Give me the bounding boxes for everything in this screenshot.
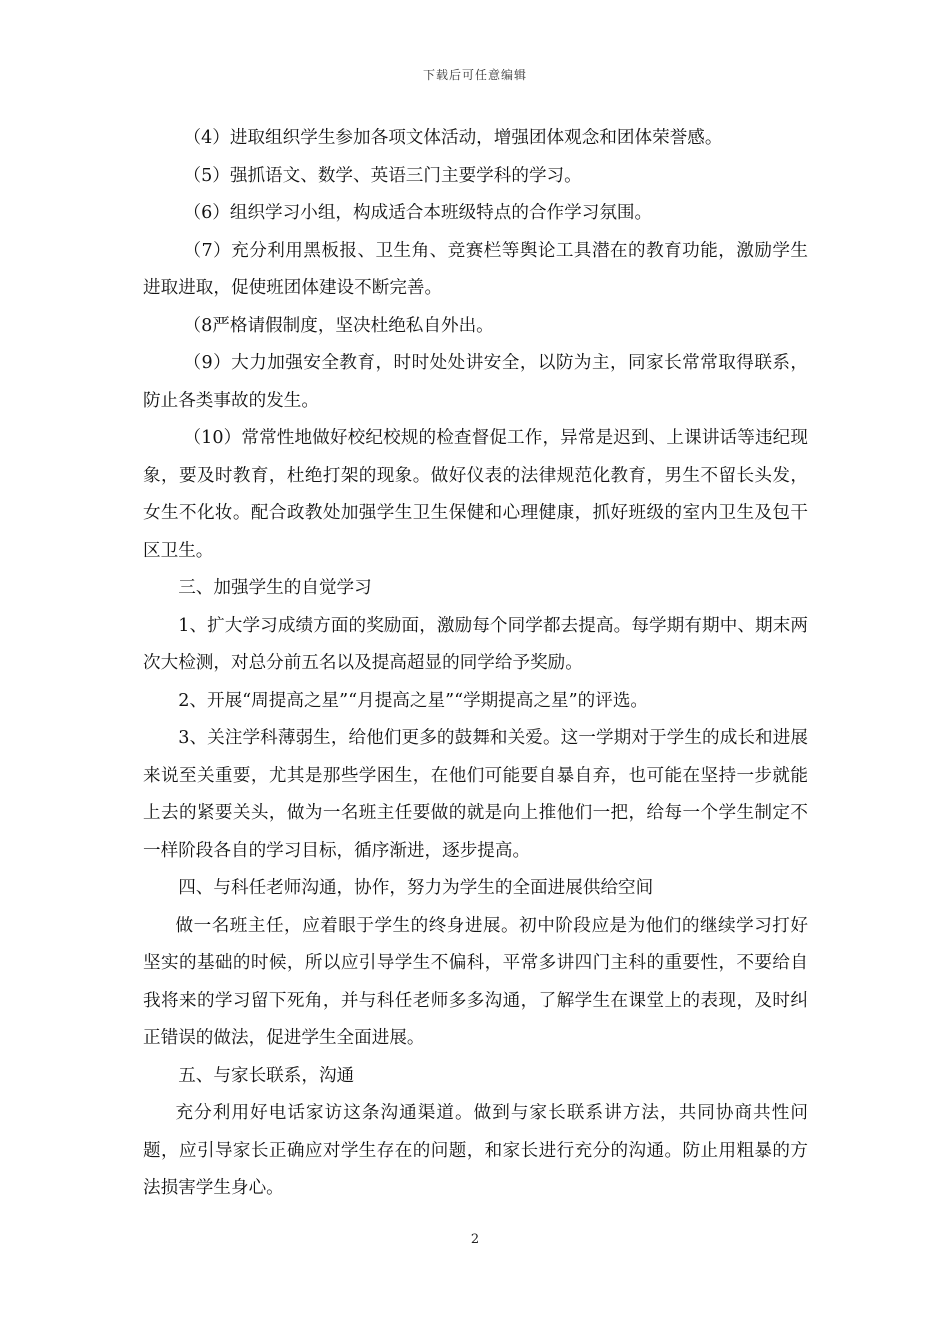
paragraph-point-2: 2、开展“周提高之星”“月提高之星”“学期提高之星”的评选。 — [178, 690, 649, 711]
paragraph-item-10: （10）常常性地做好校纪校规的检查督促工作，异常是迟到、上课讲话等违纪现象，要及时教育，杜绝打架的现象。做好仪表的法律规范化教育，男生不留长头发，女生不化妆。配合政教处加强学生卫生保健和心理健康，抓好班级的室内卫生及包干区卫生。 — [143, 428, 808, 561]
paragraph-teacher-communication: 做一名班主任，应着眼于学生的终身进展。初中阶段应是为他们的继续学习打好坚实的基础的时候，所以应引导学生不偏科，平常多讲四门主科的重要性，不要给自我将来的学习留下死角，并与科任老师多多沟通，了解学生在课堂上的表现，及时纠正错误的做法，促进学生全面进展。 — [143, 915, 808, 1048]
page-number: 2 — [470, 1232, 480, 1247]
section-heading-5: 五、与家长联系，沟通 — [178, 1065, 355, 1086]
paragraph-item-6: （6）组织学习小组，构成适合本班级特点的合作学习氛围。 — [183, 203, 653, 223]
paragraph-point-3: 3、关注学科薄弱生，给他们更多的鼓舞和关爱。这一学期对于学生的成长和进展来说至关重要，尤其是那些学困生，在他们可能要自暴自弃，也可能在坚持一步就能上去的紧要关头，做为一名班主任要做的就是向上推他们一把，给每一个学生制定不一样阶段各自的学习目标，循序渐进，逐步提高。 — [143, 728, 808, 861]
paragraph-parent-communication: 充分利用好电话家访这条沟通渠道。做到与家长联系讲方法，共同协商共性问题，应引导家长正确应对学生存在的问题，和家长进行充分的沟通。防止用粗暴的方法损害学生身心。 — [143, 1103, 808, 1198]
paragraph-item-9: （9）大力加强安全教育，时时处处讲安全，以防为主，同家长常常取得联系，防止各类事故的发生。 — [143, 353, 808, 411]
paragraph-item-4: （4）进取组织学生参加各项文体活动，增强团体观念和团体荣誉感。 — [183, 128, 723, 148]
document-body — [143, 120, 808, 1208]
paragraph-point-1: 1、扩大学习成绩方面的奖励面，激励每个同学都去提高。每学期有期中、期末两次大检测，对总分前五名以及提高超显的同学给予奖励。 — [143, 615, 808, 673]
page-header: 下载后可任意编辑 — [422, 68, 527, 82]
section-heading-4: 四、与科任老师沟通，协作，努力为学生的全面进展供给空间 — [178, 878, 654, 898]
section-heading-3: 三、加强学生的自觉学习 — [178, 578, 372, 598]
paragraph-item-5: （5）强抓语文、数学、英语三门主要学科的学习。 — [183, 165, 582, 186]
paragraph-item-7: （7）充分利用黑板报、卫生角、竞赛栏等舆论工具潜在的教育功能，激励学生进取进取，促使班团体建设不断完善。 — [143, 240, 808, 298]
paragraph-item-8: （8严格请假制度，坚决杜绝私自外出。 — [183, 315, 494, 336]
